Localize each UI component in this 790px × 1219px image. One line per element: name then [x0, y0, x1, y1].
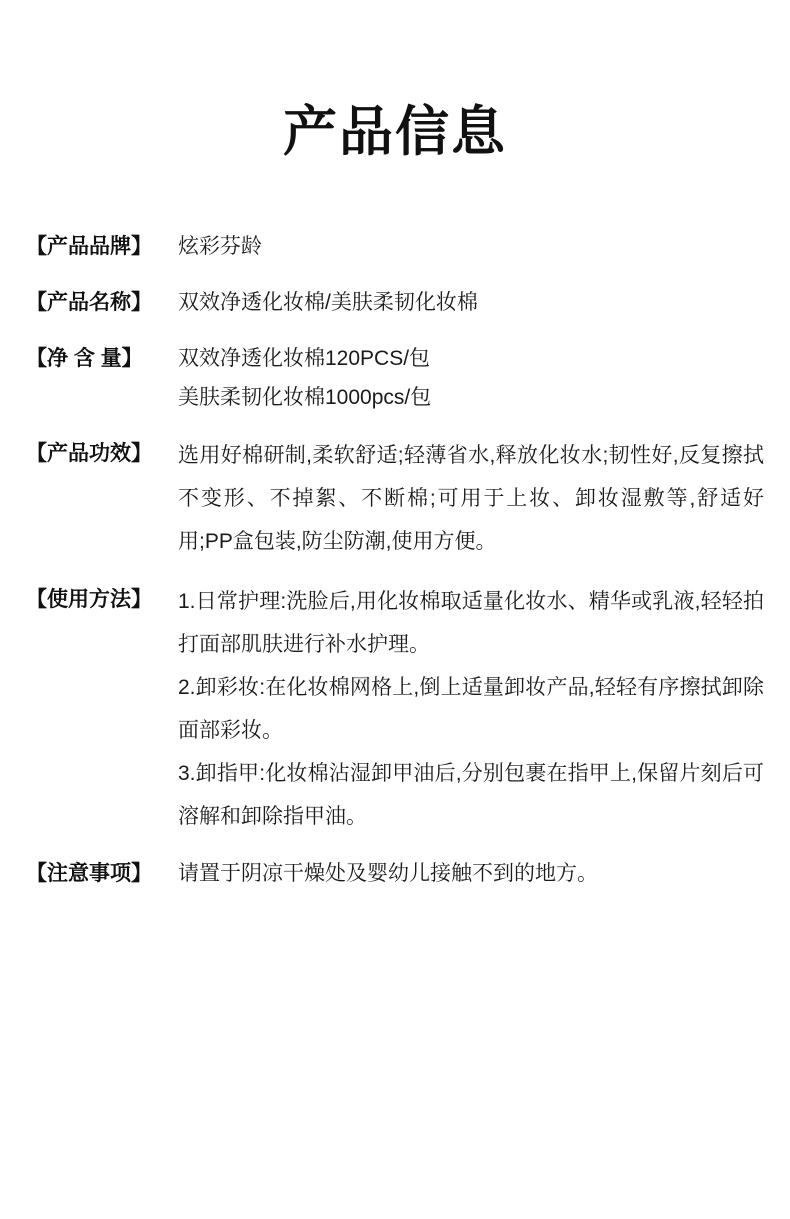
- spec-value-line: 双效净透化妆棉120PCS/包: [178, 346, 431, 370]
- spec-label-brand: 【产品品牌】: [26, 234, 152, 258]
- spec-value-paragraph: 选用好棉研制,柔软舒适;轻薄省水,释放化妆水;韧性好,反复擦拭不变形、不掉絮、不断棉;可用于上妆、卸妆湿敷等,舒适好用;PP盒包装,防尘防潮,使用方便。: [178, 444, 764, 554]
- spec-row-product-name: [26, 283, 764, 323]
- spec-row-usage: [26, 580, 764, 838]
- spec-value-usage: [178, 580, 764, 838]
- product-info-page: [0, 100, 790, 1219]
- spec-value-line: 美肤柔韧化妆棉1000pcs/包: [178, 386, 432, 410]
- spec-row-efficacy: [26, 434, 764, 563]
- spec-value-paragraph: 1.日常护理:洗脸后,用化妆棉取适量化妆水、精华或乳液,轻轻拍打面部肌肤进行补水护理。: [178, 589, 764, 656]
- spec-list: [26, 227, 764, 894]
- spec-label-efficacy: 【产品功效】: [26, 442, 152, 466]
- spec-row-net-content: [26, 339, 764, 419]
- page-title: 产品信息: [283, 102, 507, 162]
- spec-value-notice: [178, 854, 764, 894]
- spec-value-paragraph: 2.卸彩妆:在化妆棉网格上,倒上适量卸妆产品,轻轻有序擦拭卸除面部彩妆。: [178, 675, 764, 742]
- spec-label-product-name: 【产品名称】: [26, 290, 152, 314]
- spec-label-notice: 【注意事项】: [26, 861, 152, 885]
- spec-label-usage: 【使用方法】: [26, 587, 152, 611]
- spec-value-line: 双效净透化妆棉/美肤柔韧化妆棉: [178, 290, 478, 314]
- spec-row-notice: [26, 854, 764, 894]
- spec-value-net-content: [178, 339, 764, 419]
- spec-value-efficacy: [178, 434, 764, 563]
- spec-value-brand: [178, 227, 764, 267]
- spec-value-line: 炫彩芬龄: [178, 234, 262, 258]
- spec-value-paragraph: 3.卸指甲:化妆棉沾湿卸甲油后,分别包裹在指甲上,保留片刻后可溶解和卸除指甲油。: [178, 761, 764, 828]
- spec-value-product-name: [178, 283, 764, 323]
- spec-row-brand: [26, 227, 764, 267]
- spec-value-line: 请置于阴凉干燥处及婴幼儿接触不到的地方。: [178, 861, 598, 885]
- spec-label-net-content: 【净 含 量】: [26, 346, 143, 370]
